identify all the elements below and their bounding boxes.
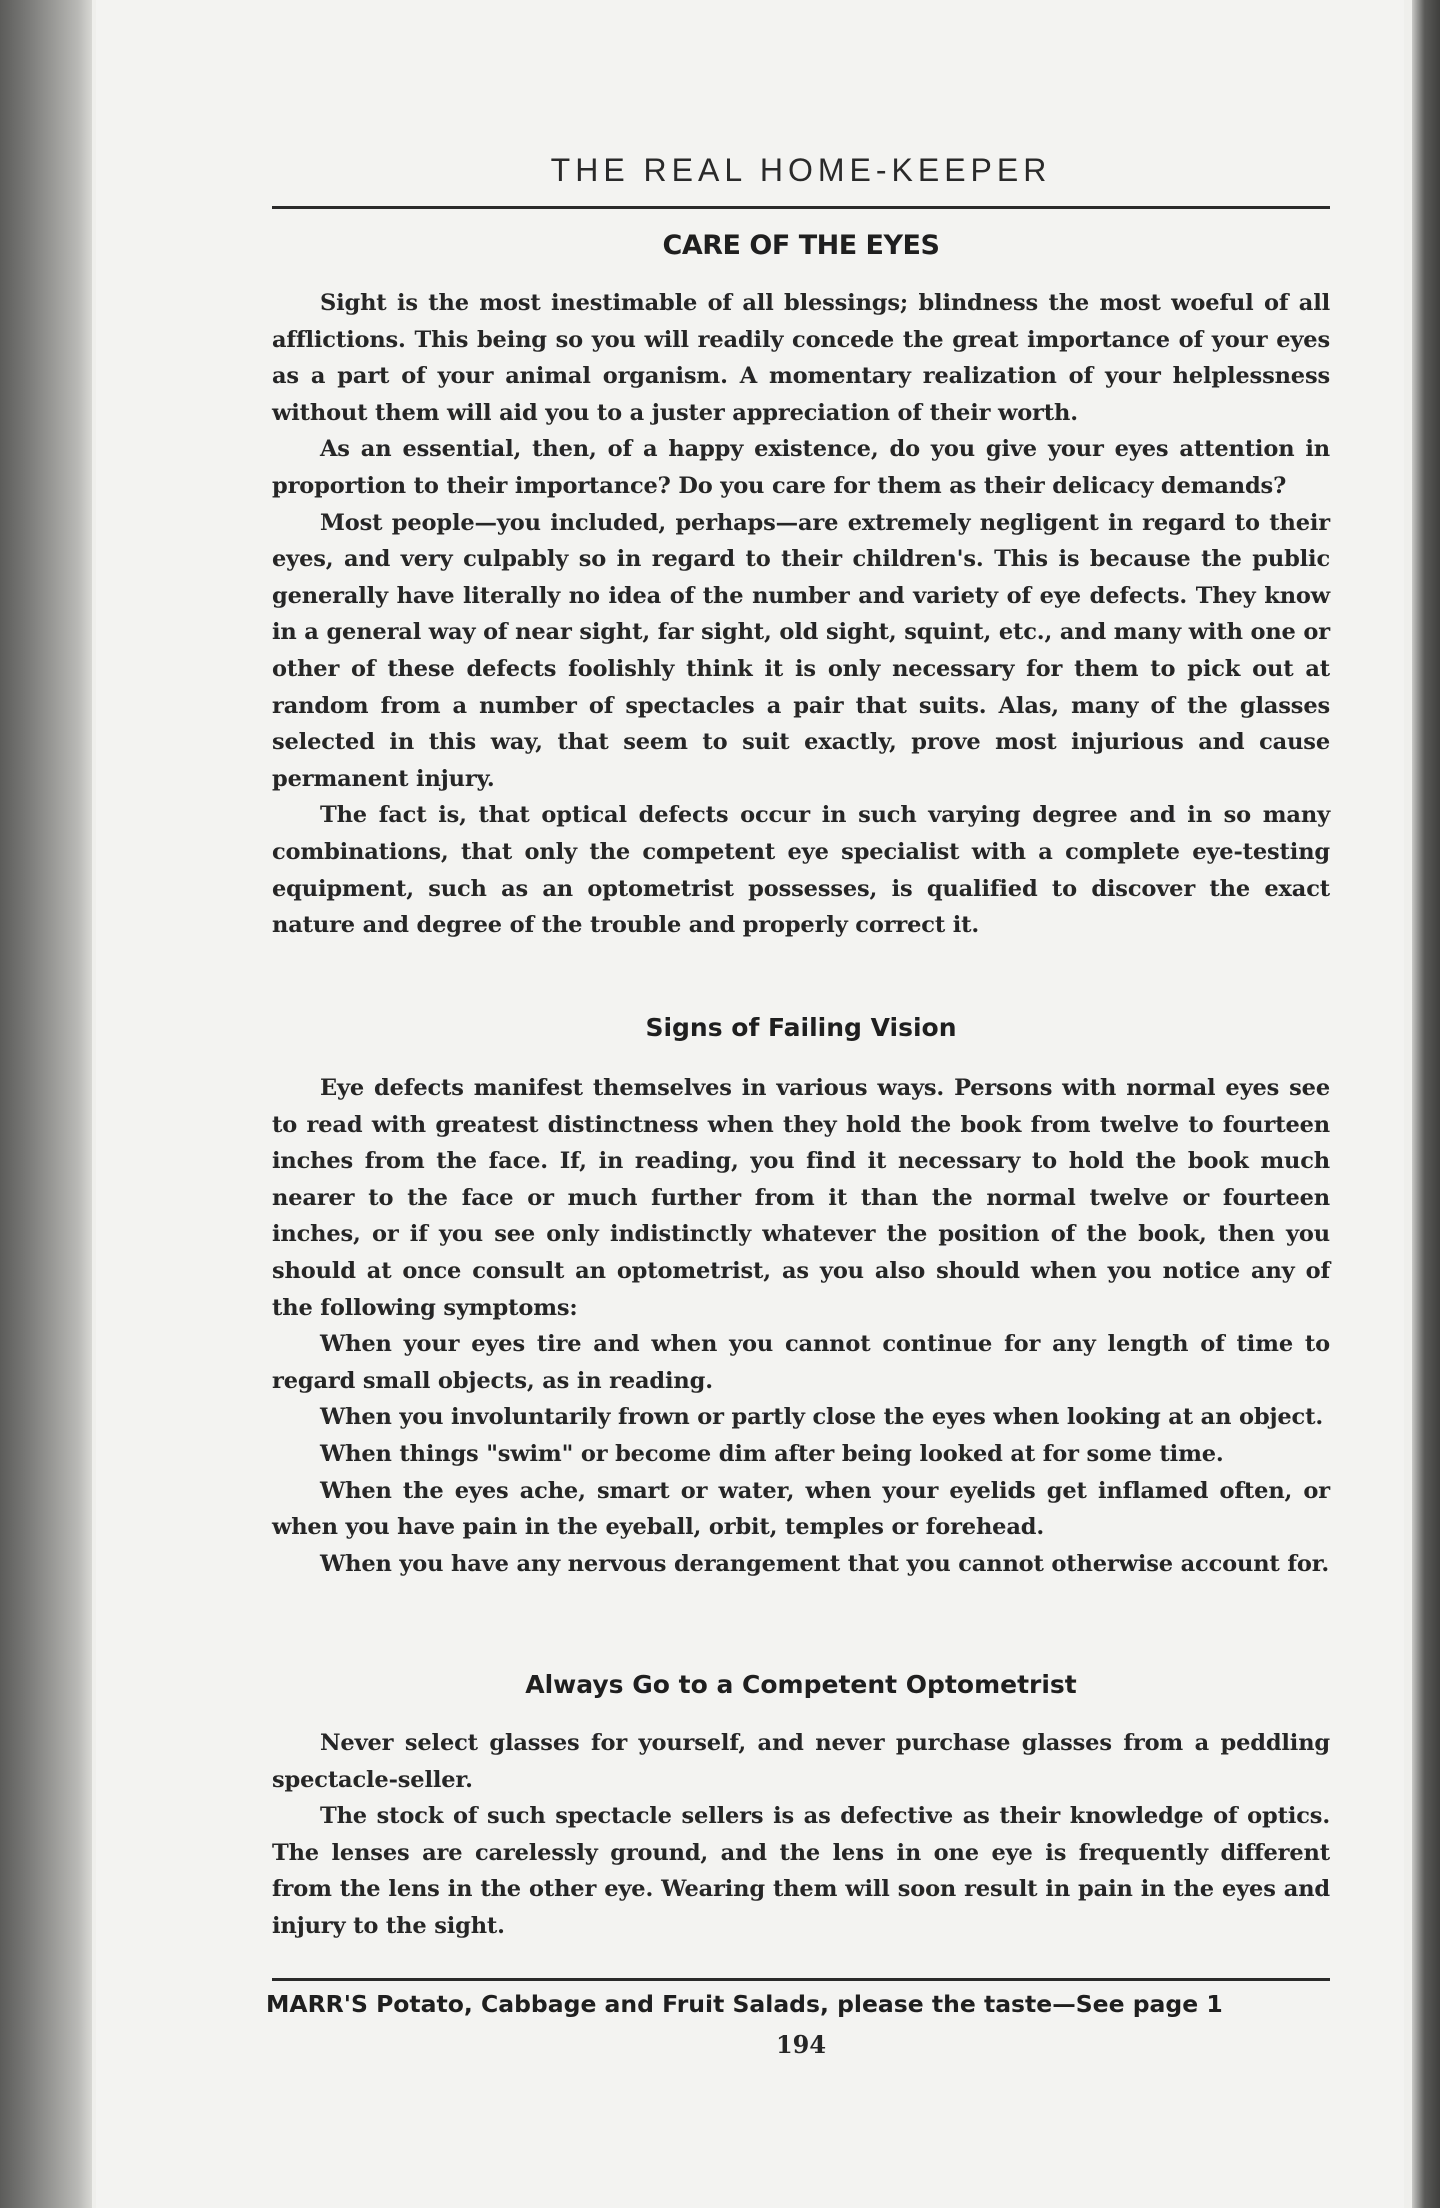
running-head: THE REAL HOME-KEEPER: [550, 152, 1052, 188]
footer-advertisement: MARR'S Potato, Cabbage and Fruit Salads, please the taste—See page 1: [266, 1990, 1223, 2018]
symptom-paragraph: When you have any nervous derangement that you cannot otherwise account for.: [320, 1550, 1330, 1577]
paragraph: Eye defects manifest themselves in various ways. Persons with normal eyes see to read with greatest distinctness when they hold the book from twelve to fourteen inches from the face. If, in reading, you find it necessary to hold the book much nearer to the face or much further from it than the normal twelve or fourteen inches, or if you see only indistinctly whatever the position of the book, then you should at once consult an optometrist, as you also should when you notice any of the following symptoms:: [272, 1075, 1330, 1321]
signs-section-heading: Signs of Failing Vision: [645, 1013, 957, 1042]
paragraph: Never select glasses for yourself, and never purchase glasses from a peddling spectacle-seller.: [272, 1730, 1330, 1793]
symptom-paragraph: When you involuntarily frown or partly close the eyes when looking at an object.: [320, 1404, 1324, 1431]
header-rule: [272, 206, 1330, 209]
symptom-paragraph: When the eyes ache, smart or water, when your eyelids get inflamed often, or when you have pain in the eyeball, orbit, temples or forehead.: [272, 1477, 1330, 1541]
paragraph: Most people—you included, perhaps—are extremely negligent in regard to their eyes, and very culpably so in regard to their children's. This is because the public generally have literally no idea of the number and variety of eye defects. They know in a general way of near sight, far sight, old sight, squint, etc., and many with one or other of these defects foolishly think it is only necessary for them to pick out at random from a number of spectacles a pair that suits. Alas, many of the glasses selected in this way, that seem to suit exactly, prove most injurious and cause permanent injury.: [272, 509, 1330, 792]
book-binding-shadow: [0, 0, 92, 2208]
footer-rule: [272, 1978, 1330, 1981]
paragraph: Sight is the most inestimable of all blessings; blindness the most woeful of all afflictions. This being so you will readily concede the great importance of your eyes as a part of your animal organism. A momentary realization of your helplessness without them will aid you to a juster appreciation of their worth.: [272, 290, 1330, 426]
paragraph: The fact is, that optical defects occur in such varying degree and in so many combinations, that only the competent eye specialist with a complete eye-testing equipment, such as an optometrist possesses, is qualified to discover the exact nature and degree of the trouble and properly correct it.: [272, 802, 1330, 939]
article-body: [272, 285, 1330, 944]
page-edge-shadow: [1412, 0, 1440, 2208]
symptom-paragraph: When things "swim" or become dim after being looked at for some time.: [320, 1440, 1224, 1467]
article-title: CARE OF THE EYES: [662, 230, 940, 261]
paragraph: As an essential, then, of a happy existence, do you give your eyes attention in proportion to their importance? Do you care for them as their delicacy demands?: [272, 436, 1330, 499]
signs-section-body: [272, 1070, 1330, 1582]
optometrist-section-body: [272, 1725, 1330, 1945]
paragraph: The stock of such spectacle sellers is as defective as their knowledge of optics. The lenses are carelessly ground, and the lens in one eye is frequently different from the lens in the other eye. Wearing them will soon result in pain in the eyes and injury to the sight.: [272, 1803, 1330, 1939]
page-number: 194: [775, 2030, 827, 2059]
optometrist-section-heading: Always Go to a Competent Optometrist: [525, 1670, 1077, 1699]
symptom-paragraph: When your eyes tire and when you cannot continue for any length of time to regard small objects, as in reading.: [272, 1331, 1330, 1394]
